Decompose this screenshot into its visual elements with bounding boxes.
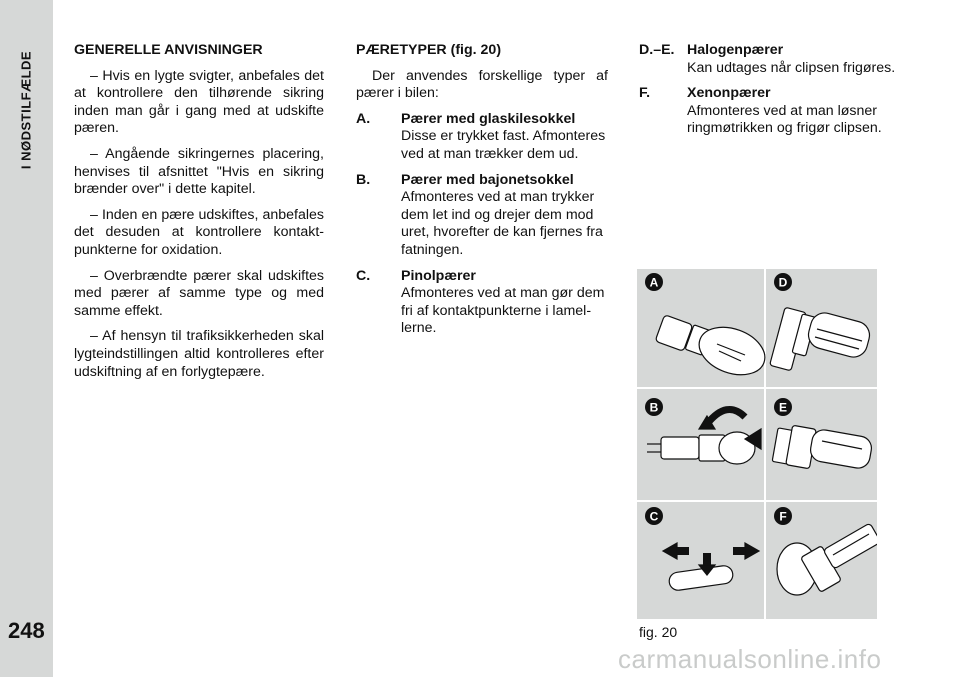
xenon-bulb-drawing bbox=[777, 523, 877, 595]
item-name: Halogenpærer bbox=[687, 42, 784, 58]
figure-caption: fig. 20 bbox=[639, 624, 678, 640]
label-f: F bbox=[779, 509, 787, 524]
label-d: D bbox=[778, 275, 788, 290]
item-text: Afmonteres ved at man trykker dem let ind og drejer dem mod uret, hvorefter de kan fjernes fra fatningen. bbox=[401, 189, 603, 258]
section-title: I NØDSTILFÆLDE bbox=[18, 50, 34, 170]
paragraph: – Hvis en lygte svigter, anbefales det at kontrollere den tilhørende sikring inden man går i gang med at udskifte pæren. bbox=[74, 67, 324, 137]
bulb-types-column bbox=[356, 42, 608, 346]
label-badge-b bbox=[645, 398, 663, 416]
label-badge-d bbox=[774, 273, 792, 291]
bulb-type-item bbox=[639, 85, 897, 138]
general-instructions-heading: GENERELLE ANVISNINGER bbox=[74, 42, 263, 58]
paragraph: – Inden en pære udskiftes, anbefales det desuden at kontrollere kontaktpunkterne for oxidation. bbox=[74, 206, 324, 258]
bayonet-bulb-drawing bbox=[647, 409, 761, 464]
bulb-type-item bbox=[639, 42, 897, 77]
bulb-type-item bbox=[356, 172, 608, 260]
item-letter: B. bbox=[356, 171, 371, 188]
label-badge-f bbox=[774, 507, 792, 525]
bulb-illustration bbox=[637, 269, 877, 619]
label-badge-e bbox=[774, 398, 792, 416]
bulb-figure bbox=[637, 269, 877, 619]
item-name: Pærer med glaskilesokkel bbox=[401, 110, 576, 127]
halogen-bulb-d-drawing bbox=[770, 307, 873, 371]
item-text: Kan udtages når clipsen frigøres. bbox=[687, 59, 896, 76]
general-instructions-column bbox=[74, 42, 324, 389]
bulb-types-heading: PÆRETYPER (fig. 20) bbox=[356, 42, 502, 58]
item-text: Afmonteres ved at man gør dem fri af kontaktpunkterne i lamellerne. bbox=[401, 285, 605, 337]
page-number: 248 bbox=[8, 618, 45, 643]
bulb-type-item bbox=[356, 111, 608, 164]
item-letter: A. bbox=[356, 110, 371, 127]
item-letter: F. bbox=[639, 85, 651, 102]
paragraph: – Af hensyn til trafiksikkerheden skal lygteindstillingen altid kontrolleres efter udskiftning af en forlygtepære. bbox=[74, 328, 324, 380]
watermark: carmanualsonline.info bbox=[618, 644, 882, 674]
item-name: Pærer med bajonetsokkel bbox=[401, 171, 574, 188]
label-c: C bbox=[649, 509, 659, 524]
label-b: B bbox=[649, 400, 659, 415]
label-e: E bbox=[778, 400, 788, 415]
festoon-bulb-drawing bbox=[663, 543, 759, 591]
paragraph: – Overbrændte pærer skal udskiftes med pærer af samme type og med samme effekt. bbox=[74, 267, 324, 319]
halogen-bulb-e-drawing bbox=[772, 425, 873, 470]
item-text: Afmonteres ved at man løsner ringmøtrikken og frigør clipsen. bbox=[687, 102, 882, 137]
bulb-types-intro: Der anvendes forskellige typer af pærer i bilen: bbox=[356, 67, 608, 102]
bulb-type-item bbox=[356, 268, 608, 338]
wedge-bulb-drawing bbox=[655, 315, 771, 384]
sidebar bbox=[0, 0, 53, 677]
paragraph: – Angående sikringernes placering, henvises til afsnittet "Hvis en sikring brænder over" i dette kapitel. bbox=[74, 145, 324, 198]
label-badge-c bbox=[645, 507, 663, 525]
item-letter: C. bbox=[356, 267, 371, 284]
item-text: Disse er trykket fast. Afmonteres ved at man trækker dem ud. bbox=[401, 128, 606, 162]
bulb-types-column-continued bbox=[639, 42, 897, 146]
label-badge-a bbox=[645, 273, 663, 291]
item-name: Pinolpærer bbox=[401, 267, 476, 284]
item-name: Xenonpærer bbox=[687, 85, 771, 102]
label-a: A bbox=[649, 275, 659, 290]
item-letter: D.–E. bbox=[639, 42, 675, 58]
